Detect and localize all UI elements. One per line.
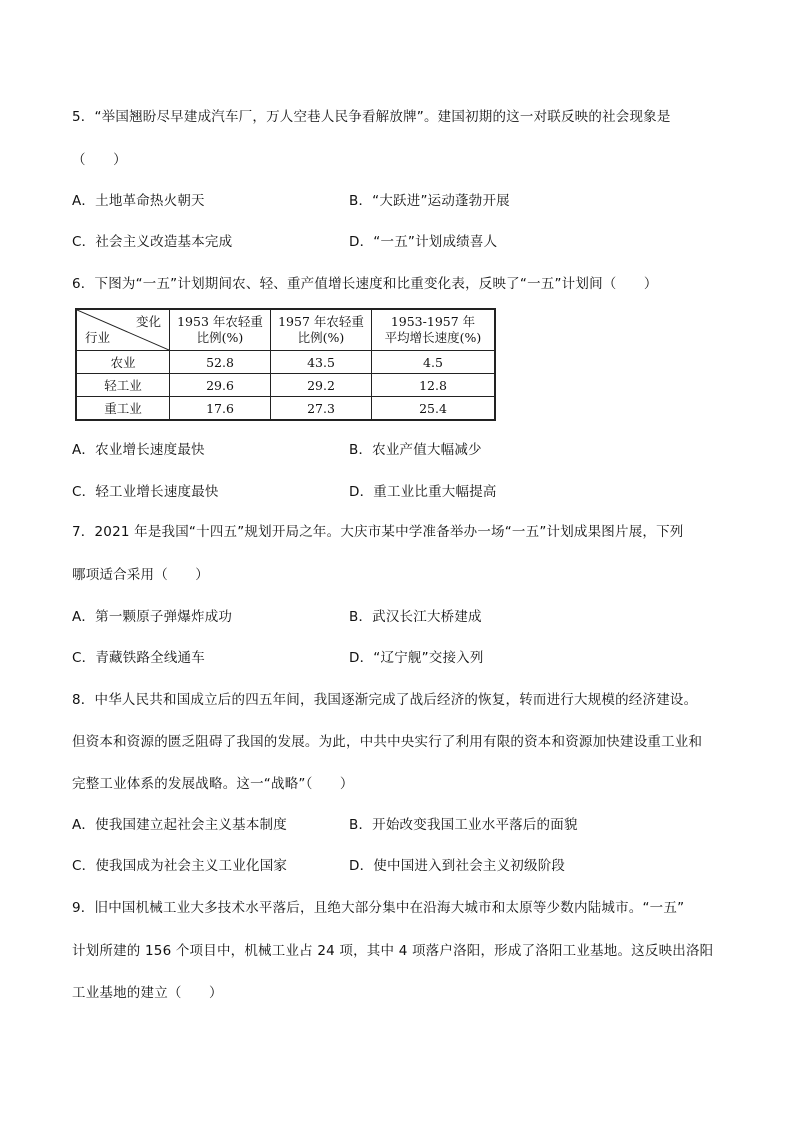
table-cell: 12.8 — [372, 374, 496, 397]
question-7-option-b: B．武汉长江大桥建成 — [349, 609, 482, 625]
question-8-option-c: C．使我国成为社会主义工业化国家 — [72, 858, 288, 874]
question-9-stem-line3: 工业基地的建立（ ） — [72, 985, 223, 1001]
question-5-stem: 5．“举国翘盼尽早建成汽车厂，万人空巷人民争看解放牌”。建国初期的这一对联反映的社会现象是 — [72, 109, 671, 125]
table-cell: 17.6 — [170, 397, 271, 421]
table-corner-cell — [76, 309, 170, 351]
row-label-agriculture: 农业 — [76, 351, 170, 374]
table-cell: 25.4 — [372, 397, 496, 421]
question-9-stem-line1: 9．旧中国机械工业大多技术水平落后，且绝大部分集中在沿海大城市和太原等少数内陆城市。“一五” — [72, 900, 685, 916]
question-7-option-a: A．第一颗原子弹爆炸成功 — [72, 609, 233, 625]
table-cell: 52.8 — [170, 351, 271, 374]
question-7-stem-line2: 哪项适合采用（ ） — [72, 567, 209, 583]
table-cell: 29.2 — [271, 374, 372, 397]
row-label-light-industry: 轻工业 — [76, 374, 170, 397]
question-8-stem-line1: 8．中华人民共和国成立后的四五年间，我国逐渐完成了战后经济的恢复，转而进行大规模的经济建设。 — [72, 692, 698, 708]
question-9-stem-line2: 计划所建的 156 个项目中，机械工业占 24 项，其中 4 项落户洛阳，形成了洛阳工业基地。这反映出洛阳 — [72, 943, 714, 959]
header-growth-line1: 1953-1957 年 — [390, 314, 476, 329]
table-row — [76, 397, 495, 421]
question-6-option-d: D．重工业比重大幅提高 — [349, 484, 497, 500]
question-5-option-b: B．“大跃进”运动蓬勃开展 — [349, 193, 510, 209]
header-1957-line2: 比例(%) — [297, 330, 345, 345]
question-6-option-b: B．农业产值大幅减少 — [349, 442, 482, 458]
header-1953-line1: 1953 年农轻重 — [177, 314, 263, 329]
table-row — [76, 351, 495, 374]
question-7-stem-line1: 7．2021 年是我国“十四五”规划开局之年。大庆市某中学准备举办一场“一五”计划成果图片展，下列 — [72, 524, 684, 540]
table-cell: 43.5 — [271, 351, 372, 374]
question-8-option-d: D．使中国进入到社会主义初级阶段 — [349, 858, 566, 874]
table-cell: 27.3 — [271, 397, 372, 421]
row-label-heavy-industry: 重工业 — [76, 397, 170, 421]
question-5-blank: （ ） — [72, 152, 127, 168]
table-header-cell — [372, 309, 496, 351]
table-header-cell — [170, 309, 271, 351]
question-5-option-a: A．土地革命热火朝天 — [72, 193, 205, 209]
table-cell: 29.6 — [170, 374, 271, 397]
header-growth-line2: 平均增长速度(%) — [384, 330, 482, 345]
question-6-option-c: C．轻工业增长速度最快 — [72, 484, 219, 500]
question-6-option-a: A．农业增长速度最快 — [72, 442, 205, 458]
question-7-option-d: D．“辽宁舰”交接入列 — [349, 650, 484, 666]
corner-label-change: 变化 — [135, 314, 161, 329]
question-5-option-c: C．社会主义改造基本完成 — [72, 234, 233, 250]
table-header-cell — [271, 309, 372, 351]
question-6-stem: 6．下图为“一五”计划期间农、轻、重产值增长速度和比重变化表，反映了“一五”计划间（ ） — [72, 276, 658, 292]
table-cell: 4.5 — [372, 351, 496, 374]
question-5-option-d: D．“一五”计划成绩喜人 — [349, 234, 498, 250]
question-8-stem-line3: 完整工业体系的发展战略。这一“战略”（ ） — [72, 776, 354, 792]
header-1953-line2: 比例(%) — [196, 330, 244, 345]
industry-data-table — [75, 308, 496, 421]
table-header-row — [76, 309, 495, 351]
question-8-option-b: B．开始改变我国工业水平落后的面貌 — [349, 817, 578, 833]
corner-label-industry: 行业 — [85, 330, 111, 345]
header-1957-line1: 1957 年农轻重 — [278, 314, 364, 329]
question-7-option-c: C．青藏铁路全线通车 — [72, 650, 205, 666]
table-row — [76, 374, 495, 397]
question-8-stem-line2: 但资本和资源的匮乏阻碍了我国的发展。为此，中共中央实行了利用有限的资本和资源加快建设重工业和 — [72, 734, 703, 750]
question-8-option-a: A．使我国建立起社会主义基本制度 — [72, 817, 287, 833]
